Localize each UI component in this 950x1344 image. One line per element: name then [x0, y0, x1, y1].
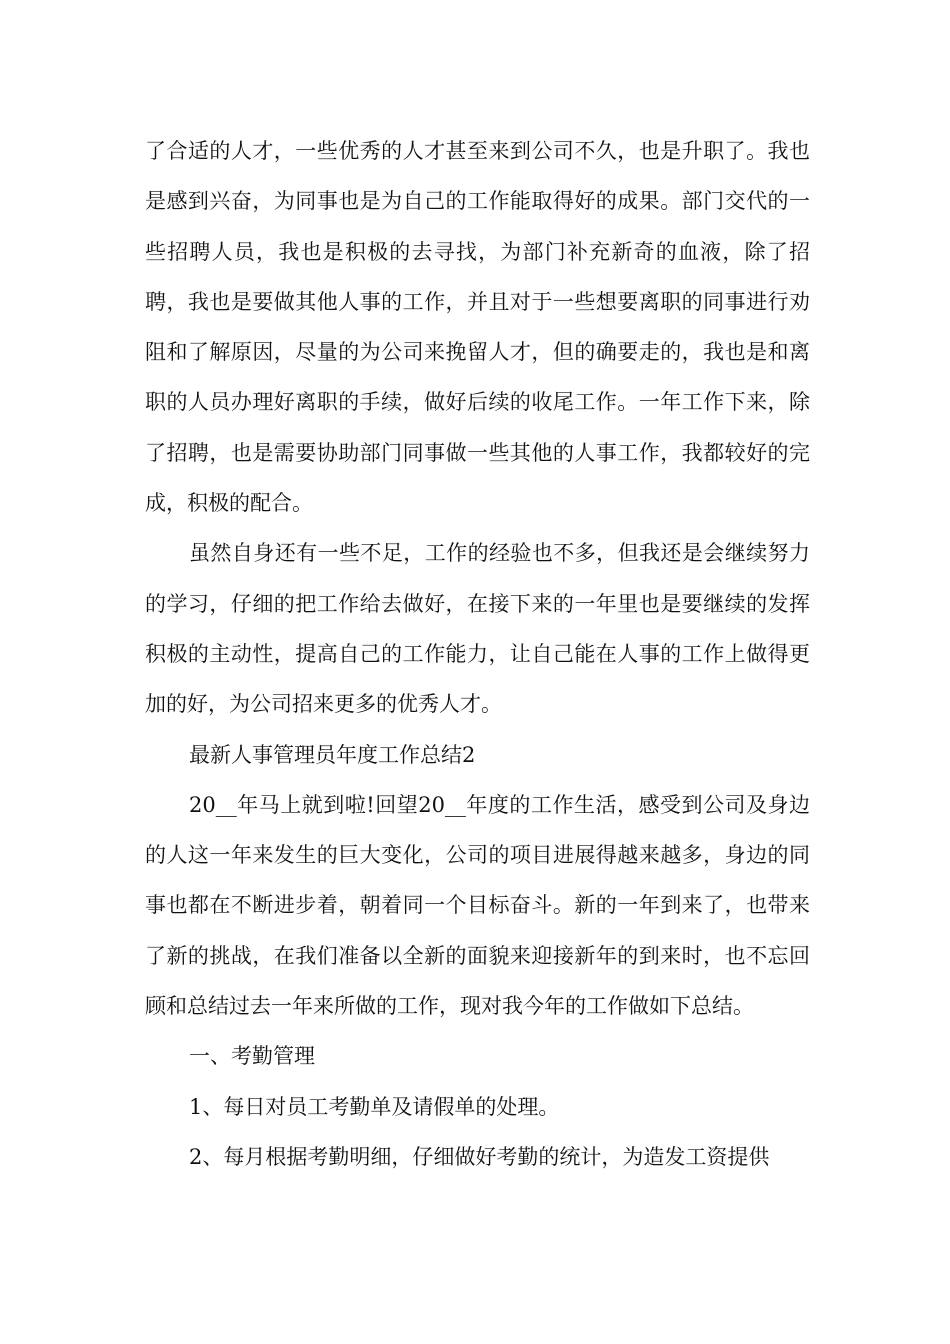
section-title: 最新人事管理员年度工作总结2	[189, 742, 476, 767]
body-paragraph: 20__年马上就到啦!回望20__年度的工作生活，感受到公司及身边的人这一年来发生的巨大变化，公司的项目进展得越来越多，身边的同事也都在不断进步着，朝着同一个目标奋斗。新的一年到来了，也带来了新的挑战，在我们准备以全新的面貌来迎接新年的到来时，也不忘回顾和总结过去一年来所做的工作，现对我今年的工作做如下总结。	[145, 792, 810, 1019]
body-paragraph-continued: 了合适的人才，一些优秀的人才甚至来到公司不久，也是升职了。我也是感到兴奋，为同事也是为自己的工作能取得好的成果。部门交代的一些招聘人员，我也是积极的去寻找，为部门补充新奇的血液，除了招聘，我也是要做其他人事的工作，并且对于一些想要离职的同事进行劝阻和了解原因，尽量的为公司来挽留人才，但的确要走的，我也是和离职的人员办理好离职的手续，做好后续的收尾工作。一年工作下来，除了招聘，也是需要协助部门同事做一些其他的人事工作，我都较好的完成，积极的配合。	[145, 139, 810, 516]
body-paragraph: 虽然自身还有一些不足，工作的经验也不多，但我还是会继续努力的学习，仔细的把工作给去做好，在接下来的一年里也是要继续的发挥积极的主动性，提高自己的工作能力，让自己能在人事的工作上做得更加的好，为公司招来更多的优秀人才。	[145, 541, 810, 717]
list-item: 2、每月根据考勤明细，仔细做好考勤的统计，为造发工资提供	[189, 1144, 770, 1169]
list-item: 1、每日对员工考勤单及请假单的处理。	[189, 1094, 560, 1119]
document-page	[145, 126, 810, 1182]
subsection-heading: 一、考勤管理	[189, 1044, 315, 1069]
